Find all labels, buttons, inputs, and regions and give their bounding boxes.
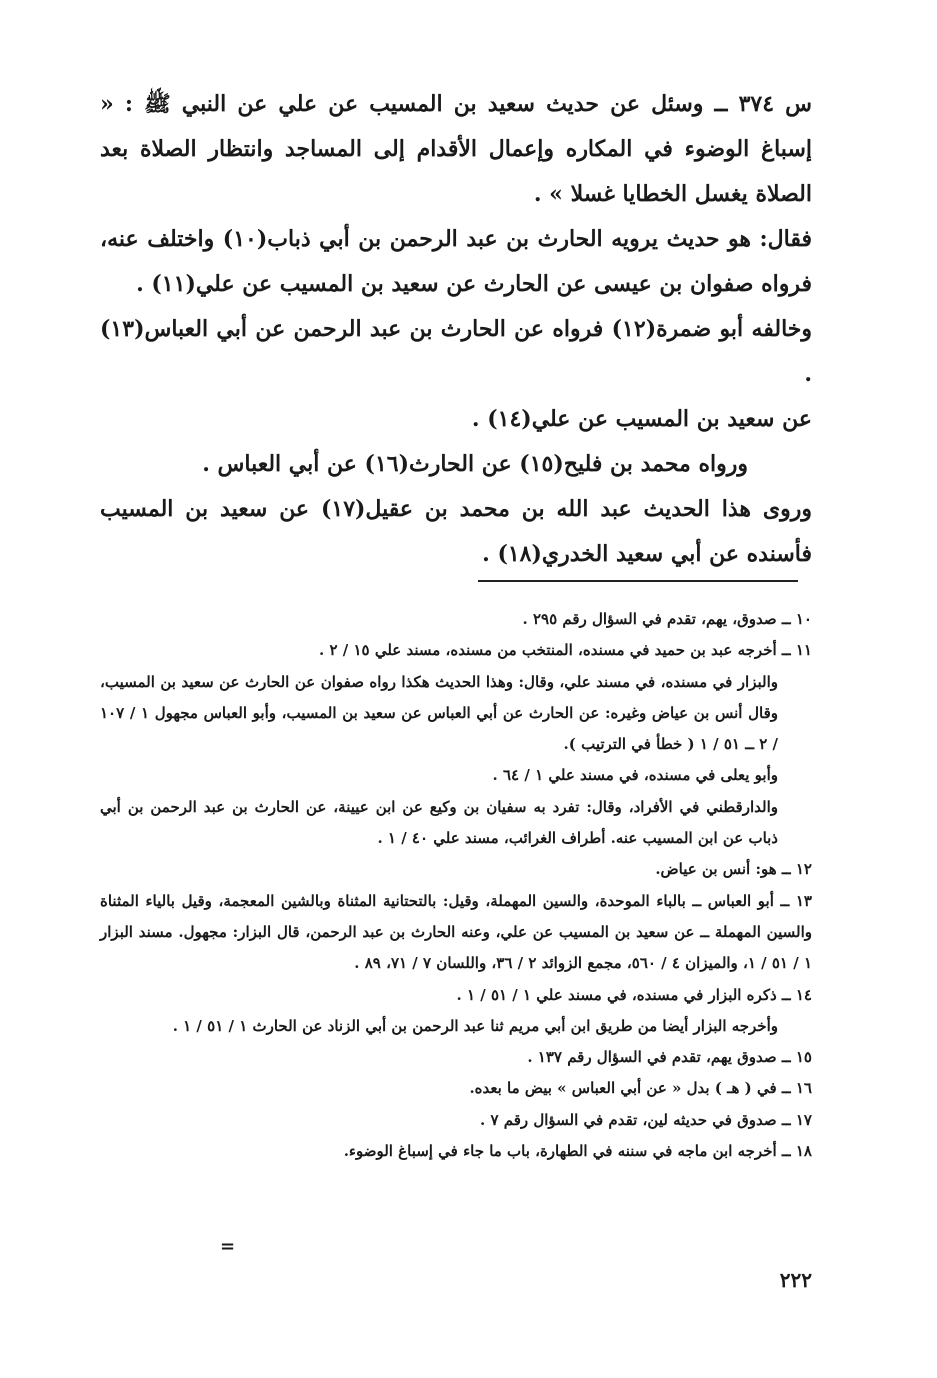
- footnote-continuation: وأخرجه البزار أيضا من طريق ابن أبي مريم ثنا عبد الرحمن بن أبي الزناد عن الحارث ١ / ٥١ / ١ .: [172, 1016, 778, 1035]
- narration-paragraph: وخالفه أبو ضمرة(١٢) فرواه عن الحارث بن عبد الرحمن عن أبي العباس(١٣) .: [100, 316, 812, 387]
- answer-paragraph: فقال: هو حديث يرويه الحارث بن عبد الرحمن بن أبي ذباب(١٠) واختلف عنه، فرواه صفوان بن عيسى عن الحارث عن سعيد بن المسيب عن علي(١١) .: [100, 226, 813, 297]
- footnote: ١٠ ــ صدوق، يهم، تقدم في السؤال رقم ٢٩٥ .: [522, 610, 812, 628]
- footnote: ١٥ ــ صدوق يهم، تقدم في السؤال رقم ١٣٧ .: [527, 1048, 812, 1067]
- footnote: ١٨ ــ أخرجه ابن ماجه في سننه في الطهارة، باب ما جاء في إسباغ الوضوء.: [343, 1142, 812, 1161]
- footnotes-block: [100, 604, 812, 1167]
- footnote-continuation: وأبو يعلى في مسنده، في مسند علي ١ / ٦٤ .: [492, 766, 778, 785]
- footnote: ١٧ ــ صدوق في حديثه لين، تقدم في السؤال رقم ٧ .: [480, 1110, 812, 1129]
- page-number: ٢٢٢: [779, 1268, 812, 1292]
- footnote-divider: [478, 580, 798, 582]
- narration-paragraph: وروى هذا الحديث عبد الله بن محمد بن عقيل(١٧) عن سعيد بن المسيب فأسنده عن أبي سعيد الخدري(١٨) .: [100, 496, 812, 567]
- footnote-continuation: والدارقطني في الأفراد، وقال: تفرد به سفيان بن وكيع عن ابن عيينة، عن الحارث بن عبد الرحمن بن أبي ذباب عن ابن المسيب عنه. أطراف الغرائب، مسند علي ٤٠ / ١ .: [100, 797, 778, 848]
- narration-paragraph: ورواه محمد بن فليح(١٥) عن الحارث(١٦) عن أبي العباس .: [202, 451, 748, 477]
- footnote: ١٢ ــ هو: أنس بن عياض.: [655, 860, 812, 879]
- footnote: ١٣ ــ أبو العباس ــ بالباء الموحدة، والسين المهملة، وقيل: بالتحتانية المثناة وبالشين المعجمة، وقيل بالياء المثناة والسين المهملة ــ عن سعيد بن المسيب عن علي، وعنه الحارث بن عبد الرحمن، قال البزار: مجهول. مسند البزار ١ / ٥١ / ١، والميزان ٤ / ٥٦٠، مجمع الزوائد ٢ / ٣٦، واللسان ٧ / ٧١، ٨٩ .: [100, 891, 812, 973]
- footnote-continuation: والبزار في مسنده، في مسند علي، وقال: وهذا الحديث هكذا رواه صفوان عن الحارث عن سعيد بن المسيب، وقال أنس بن عياض وغيره: عن الحارث عن أبي العباس عن سعيد بن المسيب، وأبو العباس مجهول ١ / ١٠٧ / ٢ ــ ٥١ / ١ ( خطأ في الترتيب ).: [100, 672, 778, 754]
- footnote: ١١ ــ أخرجه عبد بن حميد في مسنده، المنتخب من مسنده، مسند علي ١٥ / ٢ .: [319, 641, 812, 660]
- question-paragraph: س ٣٧٤ ــ وسئل عن حديث سعيد بن المسيب عن علي عن النبي ﷺ : « إسباغ الوضوء في المكاره وإعمال الأقدام إلى المساجد وانتظار الصلاة بعد الصلاة يغسل الخطايا غسلا » .: [100, 91, 812, 207]
- footnote: ١٤ ــ ذكره البزار في مسنده، في مسند علي ١ / ٥١ / ١ .: [456, 985, 812, 1004]
- main-text-block: [100, 82, 812, 577]
- narration-paragraph: عن سعيد بن المسيب عن علي(١٤) .: [471, 406, 812, 432]
- footnote: ١٦ ــ في ( هـ ) بدل « عن أبي العباس » بيض ما بعده.: [469, 1079, 812, 1098]
- equal-sign-mark: =: [220, 1236, 236, 1257]
